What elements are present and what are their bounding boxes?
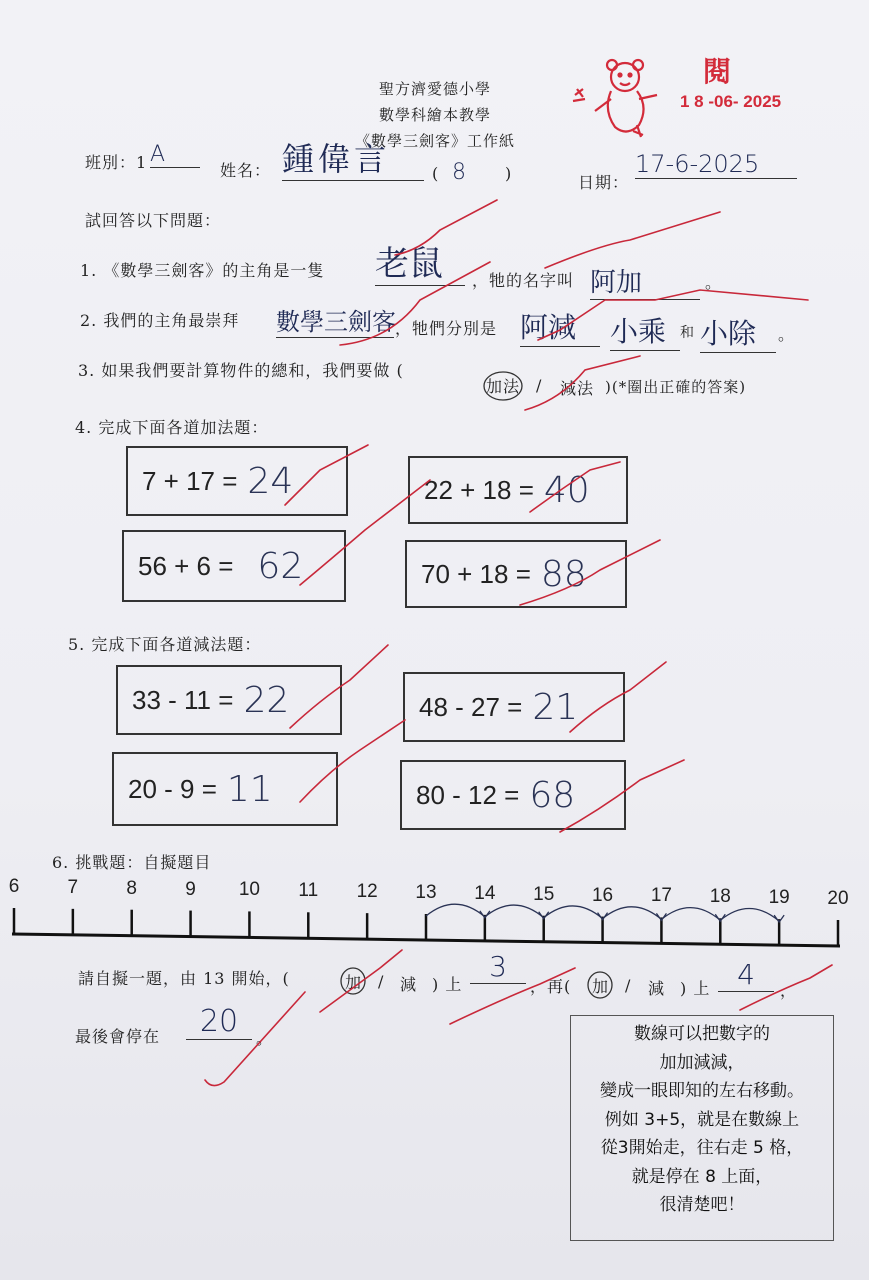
circle-op2: [588, 972, 612, 998]
q2-answer-3[interactable]: 小除: [700, 312, 776, 353]
q5-answer-2[interactable]: 21: [532, 686, 579, 728]
q5-expr-2: 48 - 27 =: [419, 691, 523, 722]
check-q4-2: [530, 462, 620, 512]
q5-answer-3[interactable]: 11: [226, 768, 273, 810]
q6-op2-sub[interactable]: 減: [648, 979, 666, 998]
number-line-label: 14: [474, 882, 496, 904]
tip-line: 例如 3+5，就是在數線上: [604, 1109, 800, 1130]
instruction: 試回答以下問題：: [85, 211, 222, 230]
number-line-label: 20: [827, 888, 849, 909]
check-q2: [340, 262, 490, 345]
date-label: 日期：: [578, 173, 630, 192]
q3-text-b: )(*圈出正確的答案): [605, 378, 747, 396]
school-name: 聖方濟愛德小學: [378, 80, 491, 98]
check-q1-b: [545, 212, 720, 268]
q1-text-b: ，牠的名字叫: [472, 271, 575, 290]
number-line-label: 15: [533, 883, 555, 905]
number-line-label: 18: [709, 886, 731, 908]
q6-answer-final[interactable]: 20: [186, 1004, 252, 1040]
q2-text-d: 。: [778, 325, 796, 344]
q6-op2-sep: /: [625, 976, 632, 995]
number-line-label: 7: [67, 876, 79, 898]
q2-text-c: 和: [680, 325, 695, 341]
q4-expr-3: 56 + 6 =: [138, 550, 234, 581]
q3-sep: /: [536, 376, 543, 395]
q6-line1-a: 請自擬一題，由 13 開始，(: [78, 969, 290, 988]
q6-op1-sep: /: [378, 972, 385, 991]
number-line-label: 10: [238, 879, 260, 901]
name-label: 姓名：: [220, 161, 272, 180]
q5-answer-4[interactable]: 68: [529, 774, 576, 816]
check-q3: [525, 356, 640, 410]
check-q6-a: [320, 950, 402, 1012]
q1-answer-animal[interactable]: 老鼠: [375, 236, 465, 286]
number-line-label: 11: [298, 880, 319, 902]
q1-text-c: 。: [705, 273, 723, 292]
q5-title: 5. 完成下面各道減法題：: [68, 635, 262, 654]
check-q5-3: [300, 720, 405, 802]
number-line-label: 12: [356, 881, 378, 903]
name-value[interactable]: 鍾偉言: [282, 134, 424, 181]
check-q5-4: [560, 760, 684, 832]
check-q2-b: [538, 290, 808, 340]
q5-answer-1[interactable]: 22: [243, 679, 290, 721]
q6-title: 6. 挑戰題：自擬題目: [52, 853, 212, 872]
q6-op2-add[interactable]: 加: [592, 977, 610, 996]
q4-answer-3[interactable]: 62: [257, 545, 304, 587]
q6-op1-add[interactable]: 加: [345, 973, 363, 992]
q2-answer-2[interactable]: 小乘: [610, 310, 680, 351]
q6-op1-sub[interactable]: 減: [400, 975, 418, 994]
q1-text-a: 1. 《數學三劍客》的主角是一隻: [80, 261, 325, 280]
q2-text-a: 2. 我們的主角最崇拜: [80, 311, 240, 330]
q6-line1-b: ) 上: [432, 975, 463, 994]
check-q4-4: [520, 540, 660, 605]
stamp-read-char: 閱: [703, 55, 732, 88]
q6-line1-c: ，再(: [530, 977, 572, 996]
q4-answer-1[interactable]: 24: [247, 460, 294, 502]
number-open: (: [432, 164, 440, 183]
q4-expr-1: 7 + 17 =: [142, 465, 238, 496]
number-value[interactable]: 8: [452, 160, 466, 185]
date-value[interactable]: 17-6-2025: [635, 150, 797, 179]
check-q4-3: [300, 480, 430, 585]
number-line-label: 13: [415, 882, 437, 903]
q6-line1-d: ) 上: [680, 979, 711, 998]
check-q4-1: [285, 445, 368, 505]
number-line-label: 8: [126, 877, 137, 899]
number-line-label: 16: [591, 884, 614, 906]
check-q6-c: [740, 965, 832, 1010]
q2-text-b: ，牠們分別是: [395, 319, 498, 338]
tip-line: 就是停在 8 上面，: [631, 1166, 773, 1187]
q4-expr-4: 70 + 18 =: [421, 558, 531, 589]
number-line-label: 19: [768, 887, 790, 909]
subject-title: 數學科繪本教學: [378, 106, 491, 124]
tip-line: 加加減減，: [659, 1052, 745, 1073]
q2-answer-heroes[interactable]: 數學三劍客: [276, 302, 394, 338]
q5-expr-1: 33 - 11 =: [132, 684, 234, 715]
q6-answer-step2[interactable]: 4: [718, 958, 774, 992]
q4-title: 4. 完成下面各道加法題：: [75, 418, 269, 437]
class-label: 班別：1: [85, 153, 148, 172]
check-q5-1: [290, 645, 388, 728]
q6-line1-e: ，: [780, 981, 798, 1000]
q4-answer-2[interactable]: 40: [543, 469, 590, 511]
tip-line: 變成一眼即知的左右移動。: [600, 1081, 804, 1101]
tip-line: 數線可以把數字的: [634, 1024, 770, 1044]
q4-answer-4[interactable]: 88: [540, 553, 587, 595]
q5-expr-4: 80 - 12 =: [416, 779, 520, 810]
check-q6-final: [205, 992, 305, 1086]
number-line-label: 9: [185, 878, 196, 900]
tip-line: 很清楚吧！: [659, 1195, 745, 1215]
q3-option-add[interactable]: 加法: [486, 377, 521, 396]
q2-answer-1[interactable]: 阿減: [520, 306, 600, 347]
check-q5-2: [570, 662, 666, 732]
number-close: ): [505, 164, 513, 183]
q5-expr-3: 20 - 9 =: [128, 773, 217, 804]
number-line-label: 17: [650, 885, 672, 907]
q1-answer-name[interactable]: 阿加: [590, 262, 700, 300]
check-q6-b: [450, 968, 575, 1024]
class-value[interactable]: A: [150, 142, 200, 168]
circle-add-answer: [484, 372, 522, 400]
stamp-date: 1 8 -06- 2025: [680, 92, 782, 111]
tip-line: 從3開始走，往右走 5 格，: [600, 1138, 804, 1158]
q3-text-a: 3. 如果我們要計算物件的總和，我們要做 (: [78, 361, 404, 380]
check-q1: [395, 200, 497, 255]
q4-expr-2: 22 + 18 =: [424, 474, 534, 505]
q3-option-subtract[interactable]: 減法: [560, 379, 595, 398]
q6-line2-b: 。: [256, 1029, 274, 1048]
q6-answer-step1[interactable]: 3: [470, 950, 526, 984]
number-line-label: 6: [8, 876, 20, 897]
worksheet-title: 《數學三劍客》工作紙: [354, 132, 515, 150]
q6-line2-a: 最後會停在: [75, 1027, 161, 1046]
